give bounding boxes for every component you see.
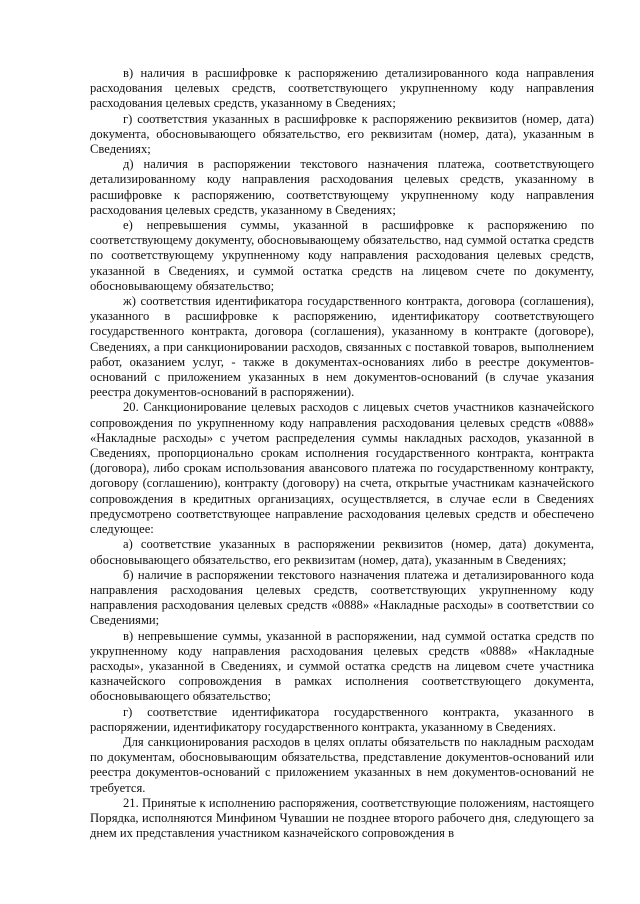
paragraph-section-21: 21. Принятые к исполнению распоряжения, соответствующие положениям, настоящего Порядка, исполняются Минфином Чувашии не позднее второго рабочего дня, следующего за днем их представления участником казначейского сопровождения в [90, 795, 594, 841]
paragraph-item-d: д) наличия в распоряжении текстового назначения платежа, соответствующего детализированному коду направления расходования целевых средств, указанному в расшифровке к распоряжению, соответствующему укрупненному коду направления расходования целевых средств, указанному в Сведениях; [90, 157, 594, 217]
paragraph-item-v: в) наличия в расшифровке к распоряжению детализированного кода направления расходования целевых средств, соответствующего укрупненному коду направления расходования целевых средств, указанному в Сведениях; [90, 66, 594, 111]
paragraph-item-e: е) непревышения суммы, указанной в расшифровке к распоряжению по соответствующему документу, обосновывающему обязательство, над суммой остатка средств по соответствующему укрупненному коду направления расходования целевых средств, указанной в Сведениях, и суммой остатка средств на лицевом счете по документу, обосновывающему обязательство; [90, 218, 594, 293]
paragraph-item-zh: ж) соответствия идентификатора государственного контракта, договора (соглашения), указанного в расшифровке к распоряжению, идентификатору соответствующего государственного контракта, договора (соглашения), указанному в контракте (договоре), Сведениях, а при санкционировании расходов, связанных с поставкой товаров, выполнением работ, оказанием услуг, - также в документах-основаниях либо в реестре документов-оснований с приложением указанных в нем документов-оснований (в случае указания реестра документов-оснований в распоряжении). [90, 294, 594, 400]
paragraph-item-v2: в) непревышение суммы, указанной в распоряжении, над суммой остатка средств по укрупненному коду направления расходования целевых средств «0888» «Накладные расходы», указанной в Сведениях, и суммой остатка средств на лицевом счете участника казначейского сопровождения в рамках исполнения соответствующего документа, обосновывающего обязательство; [90, 628, 594, 704]
paragraph-item-a: а) соответствие указанных в распоряжении реквизитов (номер, дата) документа, обосновывающего обязательство, его реквизитам (номер, дата), указанным в Сведениях; [90, 537, 594, 567]
paragraph-item-g2: г) соответствие идентификатора государственного контракта, указанного в распоряжении, идентификатору государственного контракта, указанному в Сведениях. [90, 704, 594, 734]
paragraph-item-b: б) наличие в распоряжении текстового назначения платежа и детализированного кода направления расходования целевых средств, соответствующих укрупненному коду направления расходования целевых средств «0888» «Накладные расходы» в соответствии со Сведениями; [90, 567, 594, 628]
paragraph-note: Для санкционирования расходов в целях оплаты обязательств по накладным расходам по документам, обосновывающим обязательства, представление документов-оснований или реестра документов-оснований с приложением указанных в нем документов-оснований не требуется. [90, 734, 594, 795]
paragraph-item-g: г) соответствия указанных в расшифровке к распоряжению реквизитов (номер, дата) документа, обосновывающего обязательство, его реквизитам (номер, дата), указанным в Сведениях; [90, 111, 594, 157]
paragraph-section-20: 20. Санкционирование целевых расходов с лицевых счетов участников казначейского сопровождения по укрупненному коду направления расходования целевых средств «0888» «Накладные расходы» с учетом распределения суммы накладных расходов, указанной в Сведениях, пропорционально срокам исполнения государственного контракта, контракта (договора), либо срокам использования авансового платежа по государственному контракту, договору (соглашению), контракту (договору) на счета, открытые участникам казначейского сопровождения в кредитных организациях, осуществляется, в случае если в Сведениях предусмотрено соответствующее направление расходования целевых средств и обеспечено следующее: [90, 400, 594, 537]
document-page [90, 66, 594, 841]
